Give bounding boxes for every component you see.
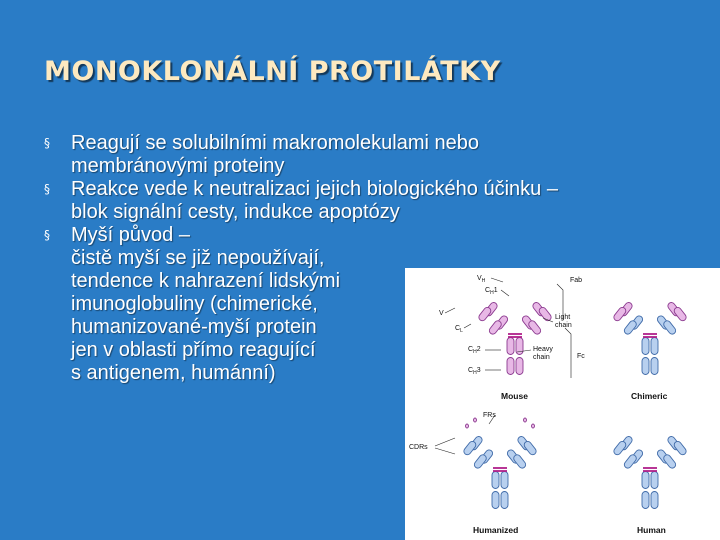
label-light-chain: Light chain bbox=[555, 314, 572, 329]
annotation-lines bbox=[435, 278, 571, 454]
label-ch3: $C_H3$ bbox=[468, 367, 481, 376]
antibody-figure bbox=[405, 268, 720, 540]
bullet-marker: § bbox=[44, 136, 50, 150]
label-cl: $C_L$ bbox=[455, 325, 463, 334]
fc-domain bbox=[651, 338, 658, 355]
label-ch2: $C_H2$ bbox=[468, 346, 481, 355]
fc-domain bbox=[507, 338, 514, 355]
label-v: V bbox=[439, 310, 444, 317]
fc-domain bbox=[642, 338, 649, 355]
cdr-region bbox=[532, 424, 535, 428]
bullet-text: Myší původ – čistě myší se již nepoužívají, tendence k nahrazení lidskými imunoglobuliny (chimerické, humanizované-myší protein jen v oblasti přímo reagující s antigenem, humánní) bbox=[71, 224, 341, 384]
fc-domain bbox=[651, 472, 658, 489]
label-fc: Fc bbox=[577, 353, 585, 360]
fc-domain bbox=[501, 472, 508, 489]
bullet-marker: § bbox=[44, 182, 50, 196]
fc-domain bbox=[642, 492, 649, 509]
antibody-diagram bbox=[405, 268, 720, 540]
label-ch1: $C_H1$ bbox=[485, 287, 498, 296]
bullet-item bbox=[44, 178, 664, 224]
bullet-text: Reakce vede k neutralizaci jejich biologického účinku – blok signální cesty, indukce apoptózy bbox=[71, 178, 558, 223]
fc-domain bbox=[501, 492, 508, 509]
cdr-region bbox=[524, 418, 527, 422]
caption-humanized: Humanized bbox=[473, 525, 519, 535]
fc-domain bbox=[492, 472, 499, 489]
fc-domain bbox=[507, 358, 514, 375]
label-frs: FRs bbox=[483, 412, 496, 419]
fc-domain bbox=[492, 492, 499, 509]
fc-domain bbox=[516, 358, 523, 375]
slide-title: MONOKLONÁLNÍ PROTILÁTKY bbox=[44, 56, 501, 87]
domain-labels bbox=[409, 275, 585, 451]
fc-domain bbox=[642, 358, 649, 375]
label-fab: Fab bbox=[570, 277, 583, 284]
cdr-region bbox=[474, 418, 477, 422]
fc-domain bbox=[651, 358, 658, 375]
caption-mouse: Mouse bbox=[501, 391, 528, 401]
fc-domain bbox=[642, 472, 649, 489]
label-heavy-chain: Heavy chain bbox=[533, 346, 553, 361]
bullet-marker: § bbox=[44, 228, 50, 242]
fc-domain bbox=[651, 492, 658, 509]
captions bbox=[473, 391, 668, 535]
label-cdrs: CDRs bbox=[409, 444, 428, 451]
caption-human: Human bbox=[637, 525, 666, 535]
caption-chimeric: Chimeric bbox=[631, 391, 668, 401]
label-vh: $V_H$ bbox=[477, 275, 486, 284]
cdr-region bbox=[466, 424, 469, 428]
bullet-text: Reagují se solubilními makromolekulami nebo membránovými proteiny bbox=[71, 132, 479, 177]
bullet-item bbox=[44, 132, 664, 178]
